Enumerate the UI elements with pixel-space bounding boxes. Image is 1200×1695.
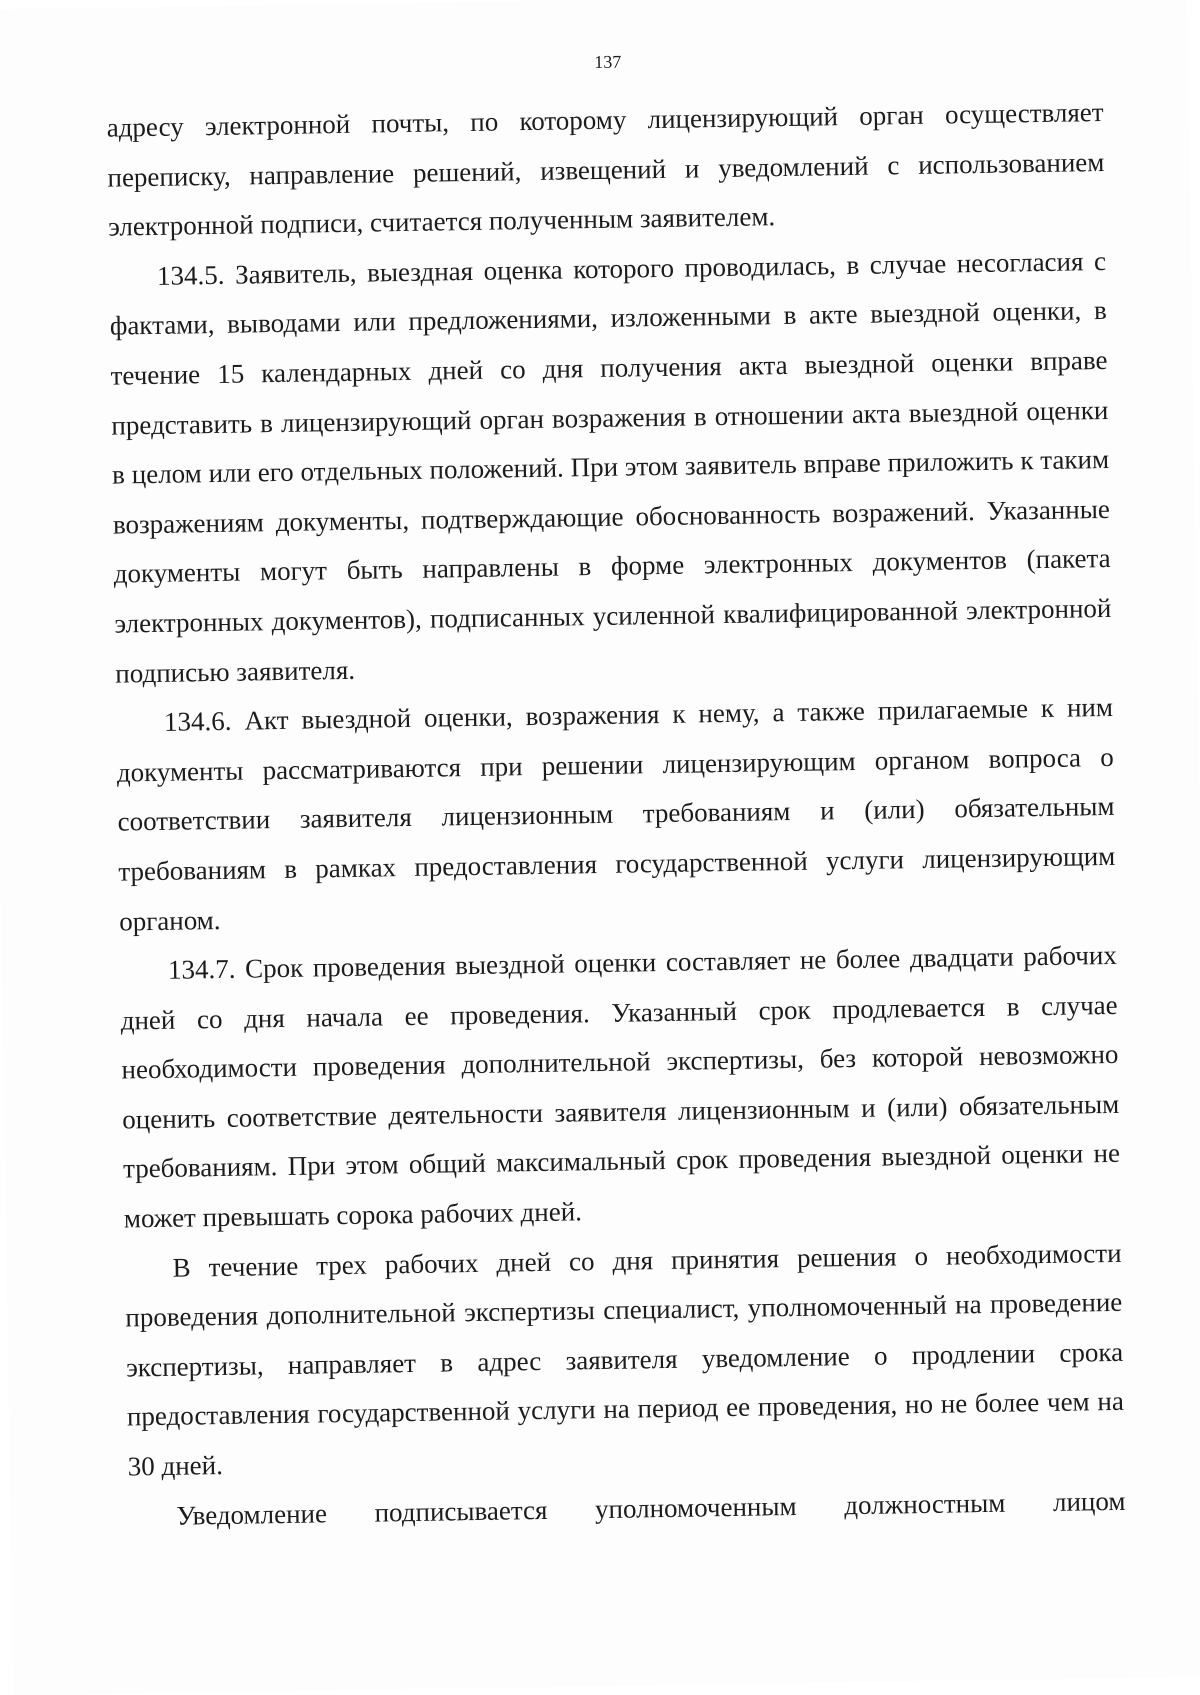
paragraph-134-6: 134.6. Акт выездной оценки, возражения к нему, а также прилагаемые к ним документы рассматриваются при решении лицензирующим органом вопроса о соответствии заявителя лицензионным требованиям и (или) обязательным требованиям в рамках предоставления государственной услуги лицензирующим органом. bbox=[116, 692, 1116, 937]
paragraph-extension-notice: В течение трех рабочих дней со дня принятия решения о необходимости проведения дополнительной экспертизы специалист, уполномоченный на проведение экспертизы, направляет в адрес заявителя уведомление о продлении срока предоставления государственной услуги на период ее проведения, но не более чем на 30 дней. bbox=[125, 1237, 1125, 1482]
document-body bbox=[106, 88, 1125, 1542]
paragraph-134-7: 134.7. Срок проведения выездной оценки составляет не более двадцати рабочих дней со дня начала ее проведения. Указанный срок продлевается в случае необходимости проведения дополнительной экспертизы, без которой невозможно оценить соответствие деятельности заявителя лицензионным и (или) обязательным требованиям. При этом общий максимальный срок проведения выездной оценки не может превышать сорока рабочих дней. bbox=[120, 939, 1121, 1234]
paragraph-notice-signing: Уведомление подписывается уполномоченным должностным лицом bbox=[176, 1485, 1126, 1531]
paragraph-134-5: 134.5. Заявитель, выездная оценка которого проводилась, в случае несогласия с фактами, выводами или предложениями, изложенными в акте выездной оценки, в течение 15 календарных дней со дня получения акта выездной оценки вправе представить в лицензирующий орган возражения в отношении акта выездной оценки в целом или его отдельных положений. При этом заявитель вправе приложить к таким возражениям документы, подтверждающие обоснованность возражений. Указанные документы могут быть направлены в форме электронных документов (пакета электронных документов), подписанных усиленной квалифицированной электронной подписью заявителя. bbox=[109, 245, 1112, 689]
paragraph-continuation: адресу электронной почты, по которому лицензирующий орган осуществляет переписку, направление решений, извещений и уведомлений с использованием электронной подписи, считается полученным заявителем. bbox=[106, 97, 1105, 242]
page-number: 137 bbox=[594, 51, 622, 72]
